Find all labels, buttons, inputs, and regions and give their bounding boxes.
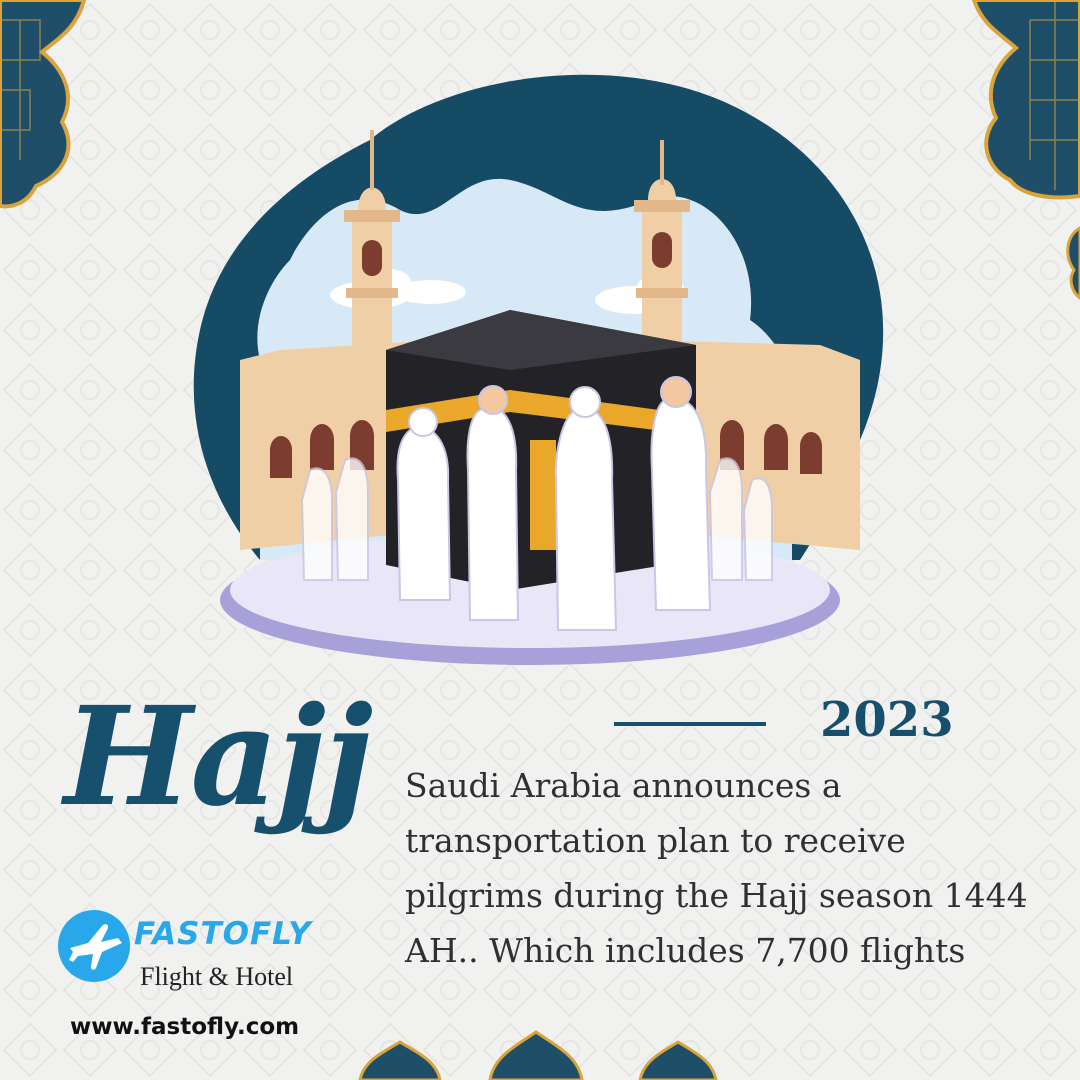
headline-text: Saudi Arabia announces a transportation plan to receive pilgrims during the Hajj season 1444 AH.. Which includes 7,700 flights (405, 766, 1028, 970)
brand-logo (56, 900, 356, 990)
bottom-ornament (340, 1024, 740, 1080)
kaaba-illustration (180, 60, 900, 670)
year-divider (614, 722, 766, 726)
brand-name: FASTOFLY (134, 916, 312, 952)
brand-tagline: Flight & Hotel (140, 962, 294, 991)
corner-ornament-top-left (0, 0, 100, 210)
airplane-icon (56, 908, 132, 984)
poster-year: 2023 (820, 692, 954, 748)
poster-title: Hajj (64, 677, 372, 837)
corner-ornament-top-right (960, 0, 1080, 300)
website-link[interactable]: www.fastofly.com (70, 1014, 300, 1040)
